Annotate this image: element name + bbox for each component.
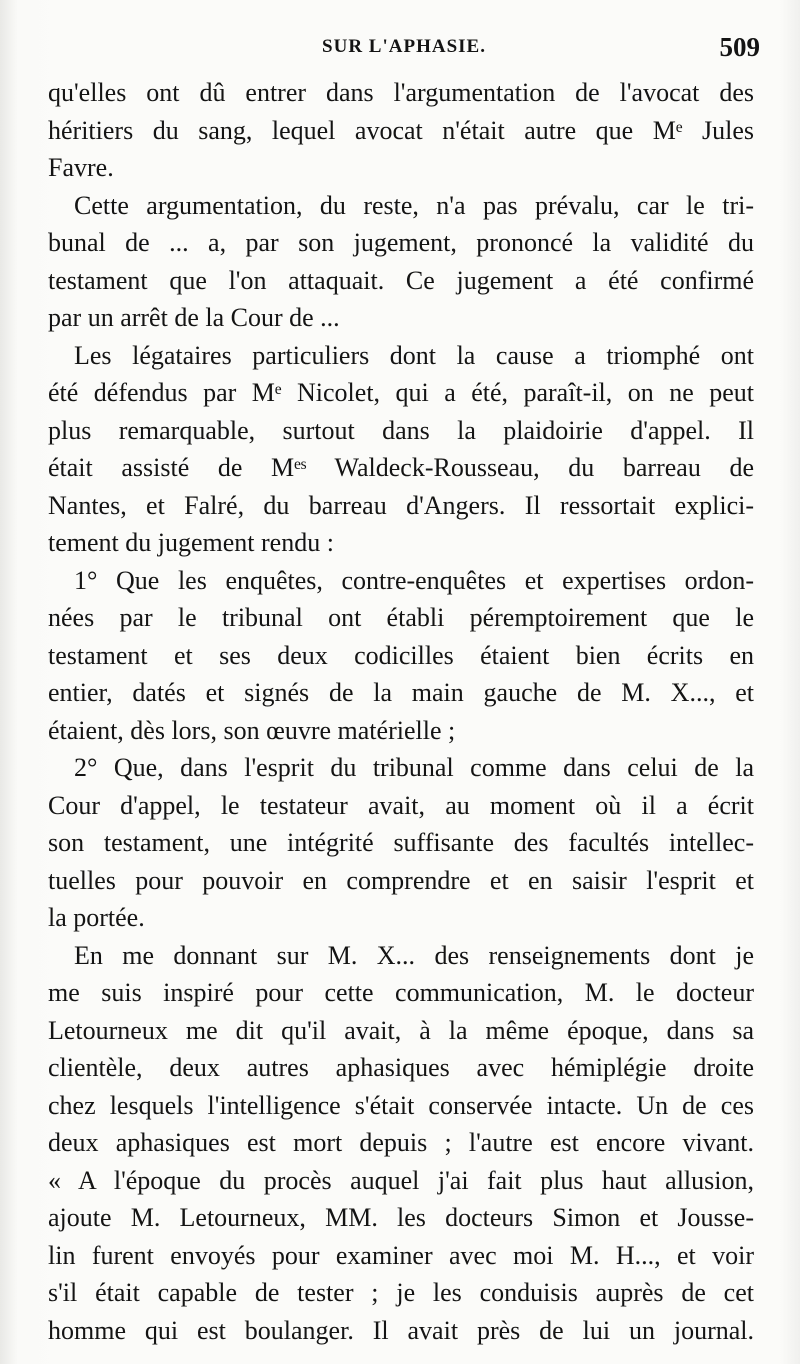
text-line: ajoute M. Letourneux, MM. les docteurs Simon et Jousse-	[48, 1203, 754, 1232]
text-line: 1° Que les enquêtes, contre-enquêtes et expertises ordon-	[74, 565, 754, 595]
text-line: testament et ses deux codicilles étaient bien écrits en	[48, 640, 754, 670]
text-line: Nantes, et Falré, du barreau d'Angers. Il ressortait explici-	[48, 490, 754, 520]
text-line: Cette argumentation, du reste, n'a pas prévalu, car le tri-	[74, 190, 754, 220]
text-line: Letourneux me dit qu'il avait, à la même époque, dans sa	[48, 1015, 754, 1045]
body-text	[48, 74, 754, 1349]
text-line: tement du jugement rendu :	[48, 528, 334, 557]
text-line: « A l'époque du procès auquel j'ai fait plus haut allusion,	[48, 1165, 754, 1195]
text-line: deux aphasiques est mort depuis ; l'autre est encore vivant.	[48, 1128, 754, 1157]
text-line: la portée.	[48, 903, 145, 932]
text-line: nées par le tribunal ont établi péremptoirement que le	[48, 603, 754, 632]
page-number: 509	[719, 32, 760, 62]
text-line: entier, datés et signés de la main gauche de M. X..., et	[48, 678, 754, 707]
text-line: qu'elles ont dû entrer dans l'argumentation de l'avocat des	[48, 78, 754, 107]
text-line: lin furent envoyés pour examiner avec moi M. H..., et voir	[48, 1240, 754, 1270]
text-line: tuelles pour pouvoir en comprendre et en saisir l'esprit et	[48, 865, 754, 895]
text-line: plus remarquable, surtout dans la plaidoirie d'appel. Il	[48, 415, 754, 445]
text-line: son testament, une intégrité suffisante des facultés intellec-	[48, 828, 754, 857]
text-line: été défendus par Mᵉ Nicolet, qui a été, paraît-il, on ne peut	[48, 378, 754, 407]
text-line: testament que l'on attaquait. Ce jugement a été confirmé	[48, 265, 754, 295]
text-line: me suis inspiré pour cette communication, M. le docteur	[48, 978, 754, 1007]
text-line: étaient, dès lors, son œuvre matérielle ;	[48, 715, 456, 745]
text-line: s'il était capable de tester ; je les conduisis auprès de cet	[48, 1278, 754, 1307]
text-line: par un arrêt de la Cour de ...	[48, 303, 340, 332]
text-line: chez lesquels l'intelligence s'était conservée intacte. Un de ces	[48, 1090, 754, 1120]
text-line: Les légataires particuliers dont la cause a triomphé ont	[74, 340, 754, 370]
text-line: clientèle, deux autres aphasiques avec hémiplégie droite	[48, 1053, 754, 1082]
text-line: Cour d'appel, le testateur avait, au moment où il a écrit	[48, 790, 754, 820]
text-line: homme qui est boulanger. Il avait près de lui un journal.	[48, 1315, 754, 1345]
text-line: 2° Que, dans l'esprit du tribunal comme dans celui de la	[74, 753, 754, 782]
text-line: était assisté de Mᵉˢ Waldeck-Rousseau, du barreau de	[48, 453, 754, 482]
text-line: bunal de ... a, par son jugement, prononcé la validité du	[48, 228, 754, 257]
running-head: SUR L'APHASIE.	[322, 36, 486, 57]
text-line: En me donnant sur M. X... des renseignements dont je	[74, 940, 754, 970]
text-line: Favre.	[48, 153, 114, 182]
page-header	[48, 30, 760, 70]
text-line: héritiers du sang, lequel avocat n'était autre que Mᵉ Jules	[48, 115, 754, 145]
